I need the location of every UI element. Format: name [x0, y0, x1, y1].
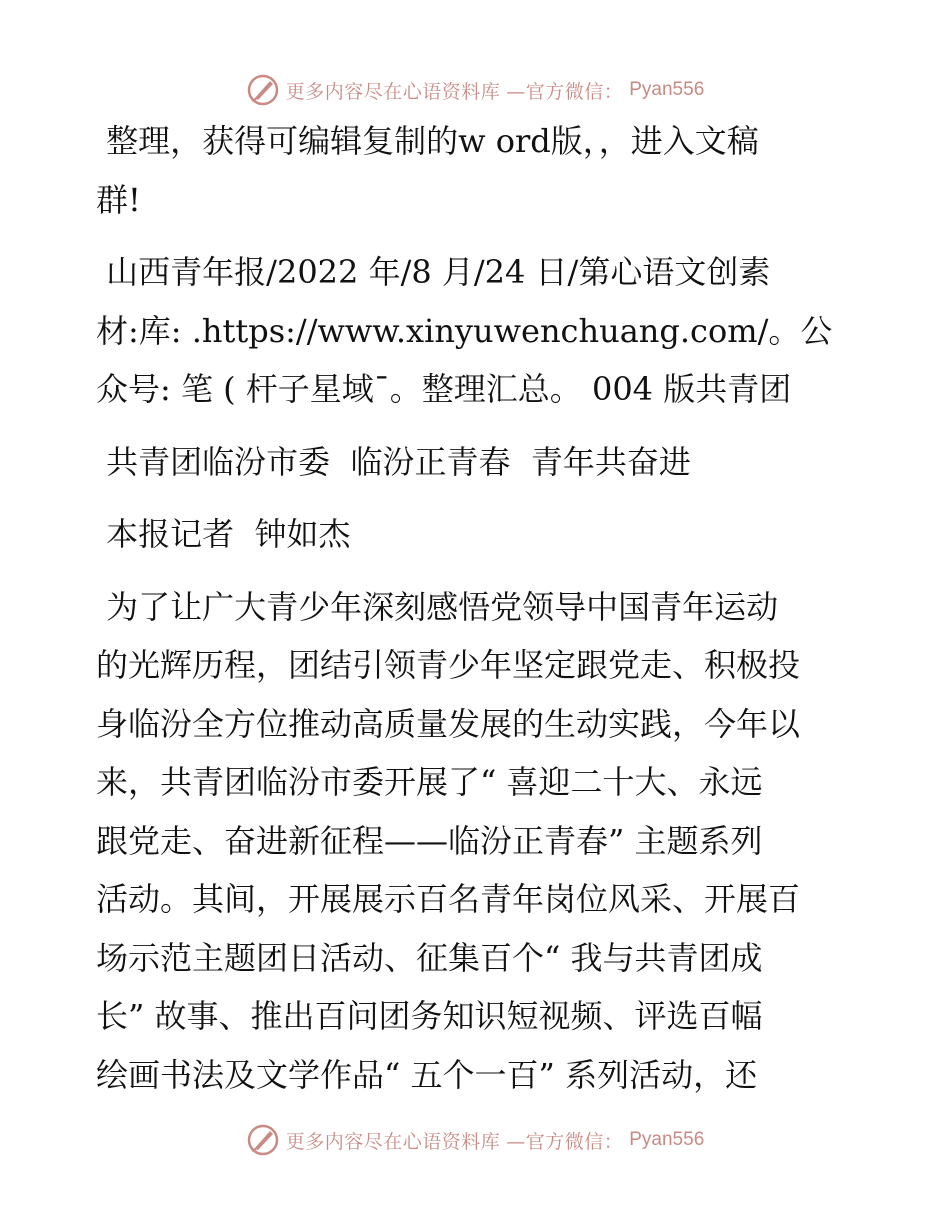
article-byline: 本报记者 钟如杰 — [96, 515, 351, 553]
body-line-9: 绘画书法及文学作品“ 五个一百” 系列活动，还 — [96, 1055, 758, 1094]
footer-banner-separator: —官方微信： — [506, 1130, 624, 1153]
header-banner-text: 更多内容尽在心语资料库 — [285, 80, 501, 103]
body-line-3: 身临汾全方位推动高质量发展的生动实践，今年以 — [96, 704, 801, 743]
source-line-2: 材:库: .https://www.xinyuwenchuang.com/。公 — [96, 311, 833, 350]
body-line-4: 来，共青团临汾市委开展了“ 喜迎二十大、永远 — [96, 763, 763, 801]
header-banner — [0, 68, 950, 112]
intro-line-1: 整理，获得可编辑复制的w ord版，，进入文稿 — [96, 122, 759, 160]
header-wechat-id: Pyan556 — [629, 79, 705, 100]
body-line-5: 跟党走、奋进新征程——临汾正青春” 主题系列 — [96, 821, 763, 860]
quill-pen-logo-icon — [246, 1123, 280, 1157]
article-headline: 共青团临汾市委 临汾正青春 青年共奋进 — [96, 442, 691, 481]
footer-banner — [0, 1118, 950, 1162]
source-line-3: 众号: 笔 ( 杆子星域¯。整理汇总。 004 版共青团 — [96, 370, 792, 408]
quill-pen-logo-icon — [246, 73, 280, 107]
body-line-8: 长” 故事、推出百问团务知识短视频、评选百幅 — [96, 997, 763, 1035]
body-line-2: 的光辉历程，团结引领青少年坚定跟党走、积极投 — [96, 646, 801, 684]
source-line-1: 山西青年报/2022 年/8 月/24 日/第心语文创素 — [96, 253, 771, 291]
header-banner-separator: —官方微信： — [506, 80, 624, 103]
body-line-1: 为了让广大青少年深刻感悟党领导中国青年运动 — [96, 587, 779, 626]
footer-wechat-id: Pyan556 — [629, 1129, 705, 1150]
article-body — [96, 112, 856, 1104]
body-line-6: 活动。其间，开展展示百名青年岗位风采、开展百 — [96, 880, 801, 918]
body-line-7: 场示范主题团日活动、征集百个“ 我与共青团成 — [96, 938, 763, 977]
footer-banner-text: 更多内容尽在心语资料库 — [285, 1130, 501, 1153]
intro-line-2: 群! — [96, 180, 141, 219]
